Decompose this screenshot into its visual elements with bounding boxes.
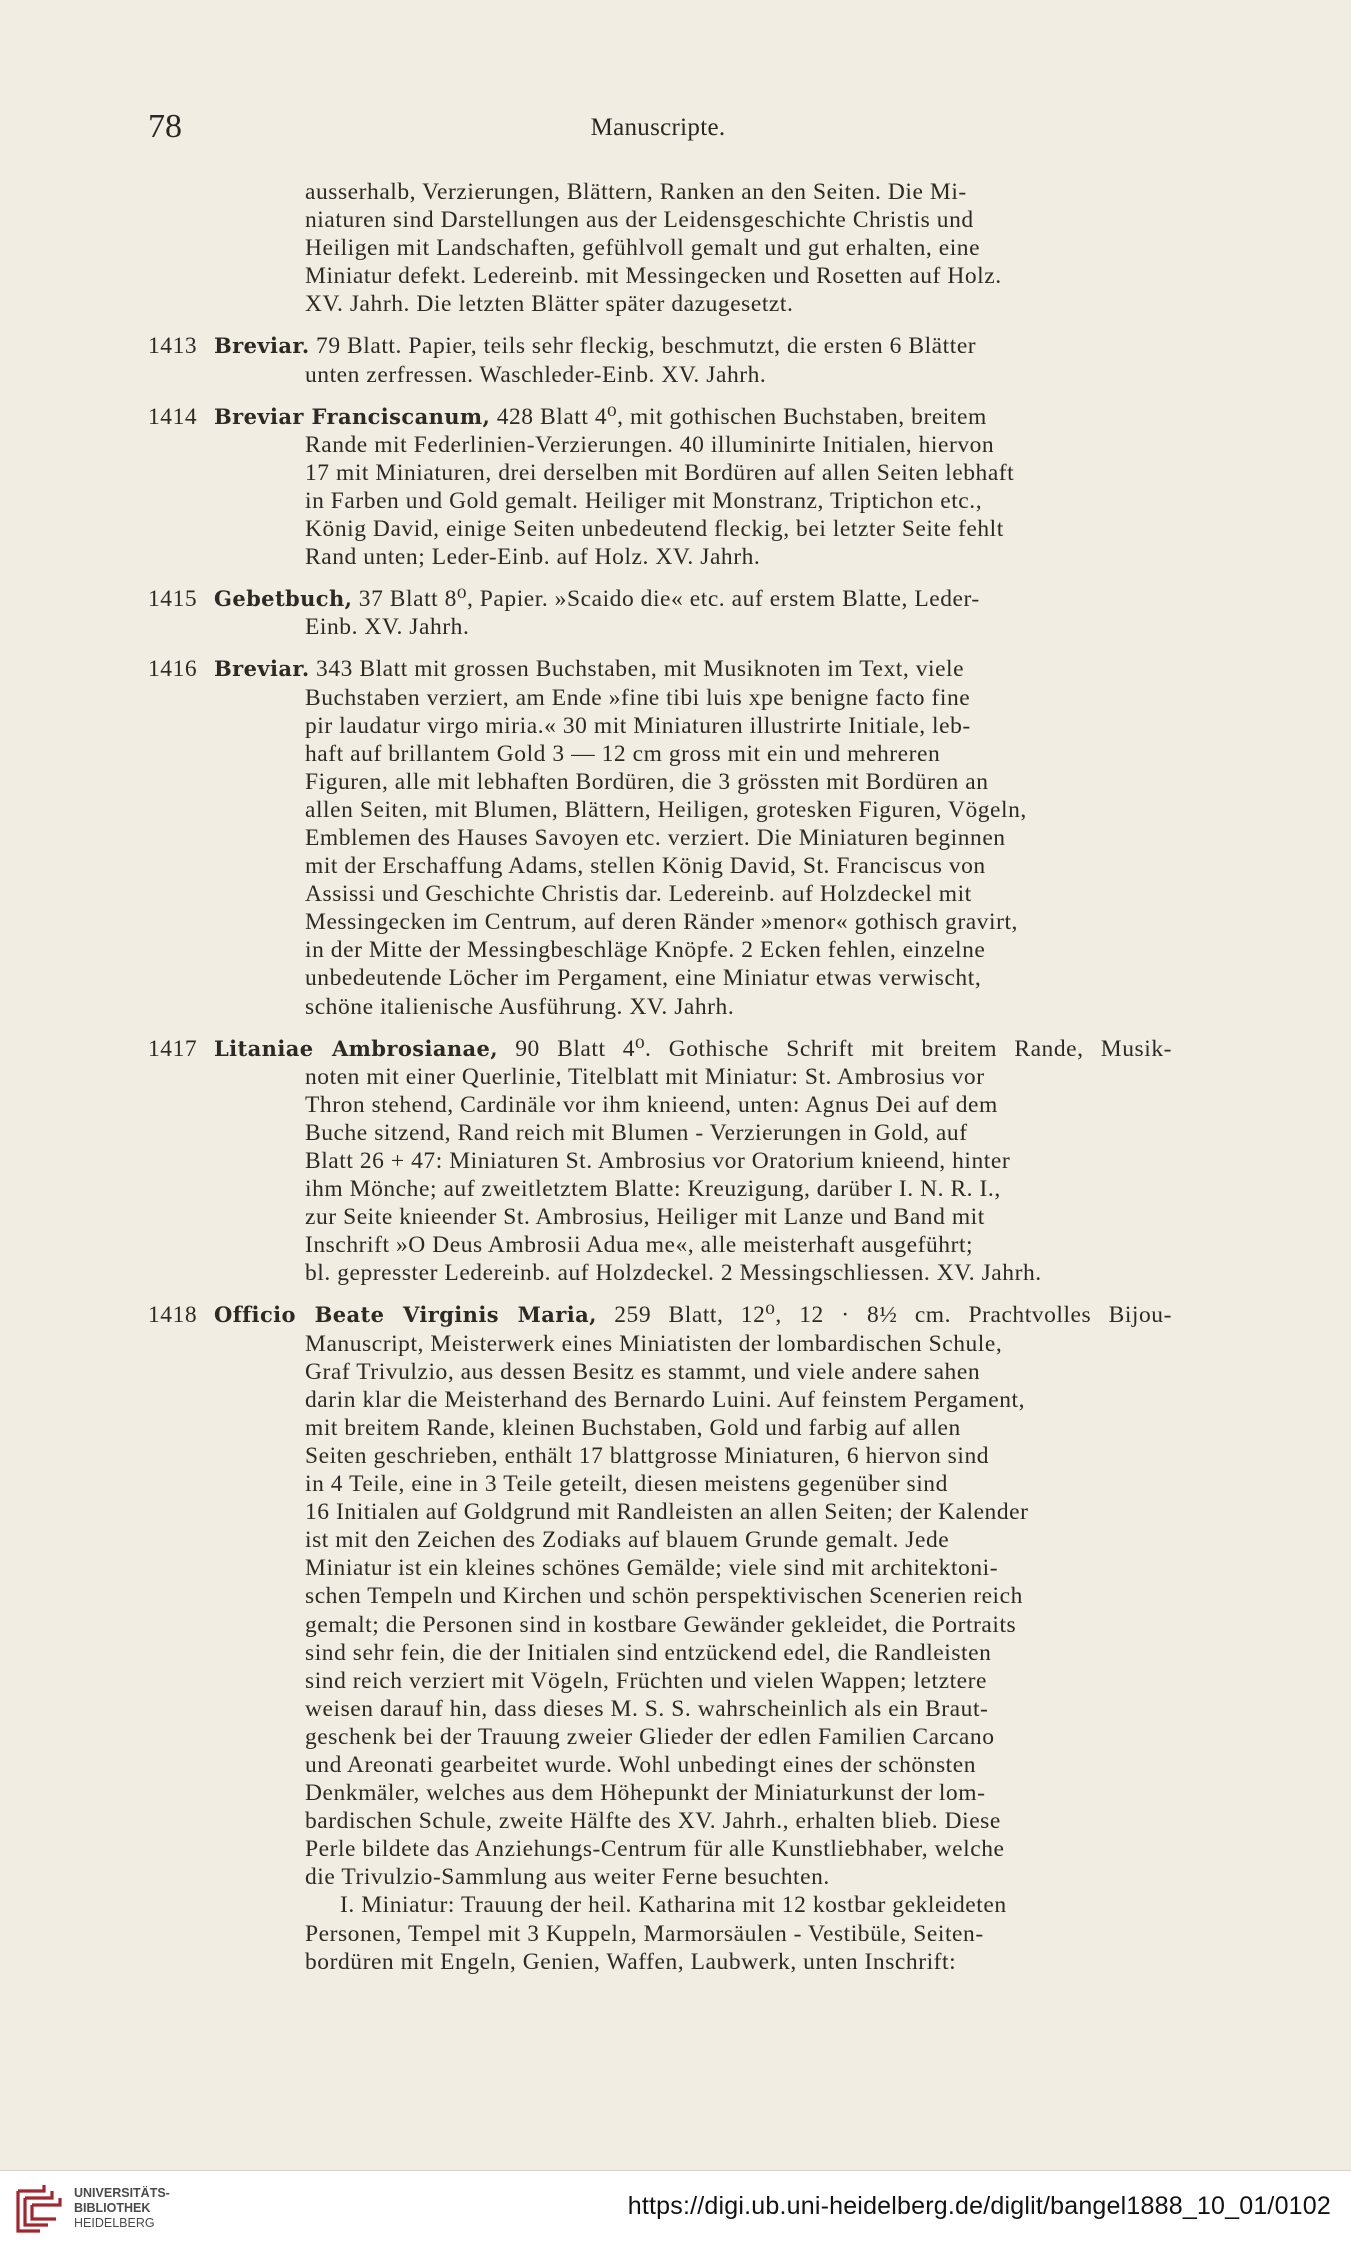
text-line: Inschrift »O Deus Ambrosii Adua me«, alle meisterhaft ausgeführt;	[305, 1232, 974, 1259]
text-line: mit der Erschaffung Adams, stellen König David, St. Franciscus von	[305, 853, 986, 880]
library-name-line-3: HEIDELBERG	[74, 2216, 155, 2230]
library-name-line-1: UNIVERSITÄTS-	[74, 2186, 170, 2200]
entry-number: 1413	[148, 333, 198, 360]
entry-description: 79 Blatt. Papier, teils sehr fleckig, beschmutzt, die ersten 6 Blätter	[309, 333, 977, 360]
text-line: Denkmäler, welches aus dem Höhepunkt der Miniaturkunst der lom-	[305, 1780, 986, 1807]
text-line: sind sehr fein, die der Initialen sind entzückend edel, die Randleisten	[305, 1639, 992, 1666]
text-line: in 4 Teile, eine in 3 Teile geteilt, diesen meistens gegenüber sind	[305, 1471, 948, 1498]
page-body	[148, 178, 1172, 1990]
text-line: bardischen Schule, zweite Hälfte des XV. Jahrh., erhalten blieb. Diese	[305, 1808, 1001, 1835]
entry-number: 1418	[148, 1302, 198, 1329]
text-line: Buche sitzend, Rand reich mit Blumen - Verzierungen in Gold, auf	[305, 1119, 968, 1146]
text-line: Seiten geschrieben, enthält 17 blattgrosse Miniaturen, 6 hiervon sind	[305, 1442, 990, 1469]
text-line: Heiligen mit Landschaften, gefühlvoll gemalt und gut erhalten, eine	[305, 235, 981, 262]
entry-first-line	[148, 655, 1172, 683]
running-title: Manuscripte.	[590, 114, 726, 141]
entry-heading: Breviar.	[214, 333, 310, 359]
entry-number: 1414	[148, 403, 198, 430]
text-line: Einb. XV. Jahrh.	[305, 614, 470, 641]
text-line: Assissi und Geschichte Christis dar. Ledereinb. auf Holzdeckel mit	[305, 881, 972, 908]
text-line: Rande mit Federlinien-Verzierungen. 40 illuminirte Initialen, hiervon	[305, 431, 995, 458]
text-line: Miniatur defekt. Ledereinb. mit Messingecken und Rosetten auf Holz.	[305, 263, 1002, 290]
entry-description: 428 Blatt 4⁰, mit gothischen Buchstaben, breitem	[490, 403, 987, 430]
text-line: die Trivulzio-Sammlung aus weiter Ferne besuchten.	[305, 1864, 830, 1891]
text-line: in der Mitte der Messingbeschläge Knöpfe. 2 Ecken fehlen, einzelne	[305, 937, 986, 964]
text-line: XV. Jahrh. Die letzten Blätter später dazugesetzt.	[305, 291, 794, 318]
text-line: ausserhalb, Verzierungen, Blättern, Ranken an den Seiten. Die Mi-	[305, 179, 967, 205]
text-line: niaturen sind Darstellungen aus der Leidensgeschichte Christis und	[305, 207, 974, 234]
text-line: allen Seiten, mit Blumen, Blättern, Heiligen, grotesken Figuren, Vögeln,	[305, 796, 1027, 823]
text-line: schöne italienische Ausführung. XV. Jahrh.	[305, 993, 735, 1020]
entry-number: 1416	[148, 656, 198, 683]
text-line: ihm Mönche; auf zweitletztem Blatte: Kreuzigung, darüber I. N. R. I.,	[305, 1176, 1001, 1203]
catalog-entry	[148, 655, 1172, 1020]
entry-description: 259 Blatt, 12⁰, 12 · 8½ cm. Prachtvolles Bijou-	[596, 1302, 1172, 1329]
entry-description: 37 Blatt 8⁰, Papier. »Scaido die« etc. auf erstem Blatte, Leder-	[352, 586, 980, 613]
library-name-line-2: BIBLIOTHEK	[74, 2201, 151, 2215]
text-line: Buchstaben verziert, am Ende »fine tibi luis xpe benigne facto fine	[305, 684, 971, 711]
entry-number: 1415	[148, 586, 198, 613]
text-line: und Areonati gearbeitet wurde. Wohl unbedingt eines der schönsten	[305, 1751, 977, 1778]
text-line: Rand unten; Leder-Einb. auf Holz. XV. Jahrh.	[305, 544, 761, 571]
text-line: bordüren mit Engeln, Genien, Waffen, Laubwerk, unten Inschrift:	[305, 1948, 957, 1975]
catalog-entry	[148, 403, 1172, 572]
catalog-entry	[148, 585, 1172, 641]
source-url-link[interactable]: https://digi.ub.uni-heidelberg.de/diglit/bangel1888_10_01/0102	[627, 2192, 1331, 2220]
text-line: pir laudatur virgo miria.« 30 mit Miniaturen illustrirte Initiale, leb-	[305, 712, 971, 739]
text-line: gemalt; die Personen sind in kostbare Gewänder gekleidet, die Portraits	[305, 1611, 1017, 1638]
entry-list	[148, 332, 1172, 1975]
continuation-paragraph	[148, 178, 1172, 318]
entry-first-line	[148, 585, 1172, 613]
page-number: 78	[148, 108, 182, 145]
text-line: in Farben und Gold gemalt. Heiliger mit Monstranz, Triptichon etc.,	[305, 487, 983, 514]
text-line: unten zerfressen. Waschleder-Einb. XV. Jahrh.	[305, 361, 767, 388]
entry-first-line	[148, 1301, 1172, 1329]
text-line: Personen, Tempel mit 3 Kuppeln, Marmorsäulen - Vestibüle, Seiten-	[305, 1920, 984, 1947]
entry-first-line	[148, 403, 1172, 431]
entry-first-line	[148, 1035, 1172, 1063]
text-line: Emblemen des Hauses Savoyen etc. verziert. Die Miniaturen beginnen	[305, 824, 1006, 851]
text-line: geschenk bei der Trauung zweier Glieder der edlen Familien Carcano	[305, 1723, 995, 1750]
catalog-entry	[148, 1035, 1172, 1288]
text-line: Graf Trivulzio, aus dessen Besitz es stammt, und viele andere sahen	[305, 1358, 981, 1385]
text-line: haft auf brillantem Gold 3 — 12 cm gross mit ein und mehreren	[305, 740, 941, 767]
text-line: 17 mit Miniaturen, drei derselben mit Bordüren auf allen Seiten lebhaft	[305, 459, 1015, 486]
library-name	[74, 2186, 170, 2231]
text-line: Figuren, alle mit lebhaften Bordüren, die 3 grössten mit Bordüren an	[305, 768, 989, 795]
entry-heading: Litaniae Ambrosianae,	[214, 1035, 499, 1061]
entry-heading: Gebetbuch,	[214, 586, 353, 612]
text-line: unbedeutende Löcher im Pergament, eine Miniatur etwas verwischt,	[305, 965, 982, 992]
text-line: Messingecken im Centrum, auf deren Ränder »menor« gothisch gravirt,	[305, 909, 1018, 936]
text-line: mit breitem Rande, kleinen Buchstaben, Gold und farbig auf allen	[305, 1414, 961, 1441]
entry-heading: Breviar.	[214, 656, 310, 682]
catalog-entry	[148, 332, 1172, 388]
footer-bar	[0, 2170, 1351, 2246]
text-line: noten mit einer Querlinie, Titelblatt mit Miniatur: St. Ambrosius vor	[305, 1063, 985, 1090]
text-line: ist mit den Zeichen des Zodiaks auf blauem Grunde gemalt. Jede	[305, 1527, 950, 1554]
text-line: weisen darauf hin, dass dieses M. S. S. wahrscheinlich als ein Braut-	[305, 1695, 989, 1722]
catalog-entry	[148, 1301, 1172, 1975]
entry-number: 1417	[148, 1035, 198, 1062]
text-line: Perle bildete das Anziehungs-Centrum für alle Kunstliebhaber, welche	[305, 1836, 1005, 1863]
entry-description: 90 Blatt 4⁰. Gothische Schrift mit breitem Rande, Musik-	[498, 1035, 1172, 1062]
text-line: Miniatur ist ein kleines schönes Gemälde; viele sind mit architektoni-	[305, 1555, 999, 1582]
entry-first-line	[148, 332, 1172, 360]
entry-heading: Officio Beate Virginis Maria,	[214, 1302, 597, 1328]
text-line: I. Miniatur: Trauung der heil. Katharina mit 12 kostbar gekleideten	[340, 1892, 1007, 1919]
entry-description: 343 Blatt mit grossen Buchstaben, mit Musiknoten im Text, viele	[309, 656, 965, 683]
text-line: Blatt 26 + 47: Miniaturen St. Ambrosius vor Oratorium knieend, hinter	[305, 1148, 1011, 1174]
text-line: bl. gepresster Ledereinb. auf Holzdeckel. 2 Messingschliessen. XV. Jahrh.	[305, 1260, 1042, 1287]
text-line: sind reich verziert mit Vögeln, Früchten und vielen Wappen; letztere	[305, 1667, 987, 1694]
text-line: darin klar die Meisterhand des Bernardo Luini. Auf feinstem Pergament,	[305, 1386, 1026, 1413]
text-line: zur Seite knieender St. Ambrosius, Heiliger mit Lanze und Band mit	[305, 1204, 985, 1231]
text-line: König David, einige Seiten unbedeutend fleckig, bei letzter Seite fehlt	[305, 516, 1004, 543]
library-logo-icon[interactable]	[14, 2181, 66, 2235]
text-line: Thron stehend, Cardinäle vor ihm knieend, unten: Agnus Dei auf dem	[305, 1091, 998, 1118]
entry-heading: Breviar Franciscanum,	[214, 403, 491, 429]
text-line: Manuscript, Meisterwerk eines Miniatisten der lombardischen Schule,	[305, 1330, 1003, 1357]
text-line: schen Tempeln und Kirchen und schön perspektivischen Scenerien reich	[305, 1583, 1023, 1610]
running-head	[148, 108, 1168, 148]
text-line: 16 Initialen auf Goldgrund mit Randleisten an allen Seiten; der Kalender	[305, 1499, 1029, 1526]
